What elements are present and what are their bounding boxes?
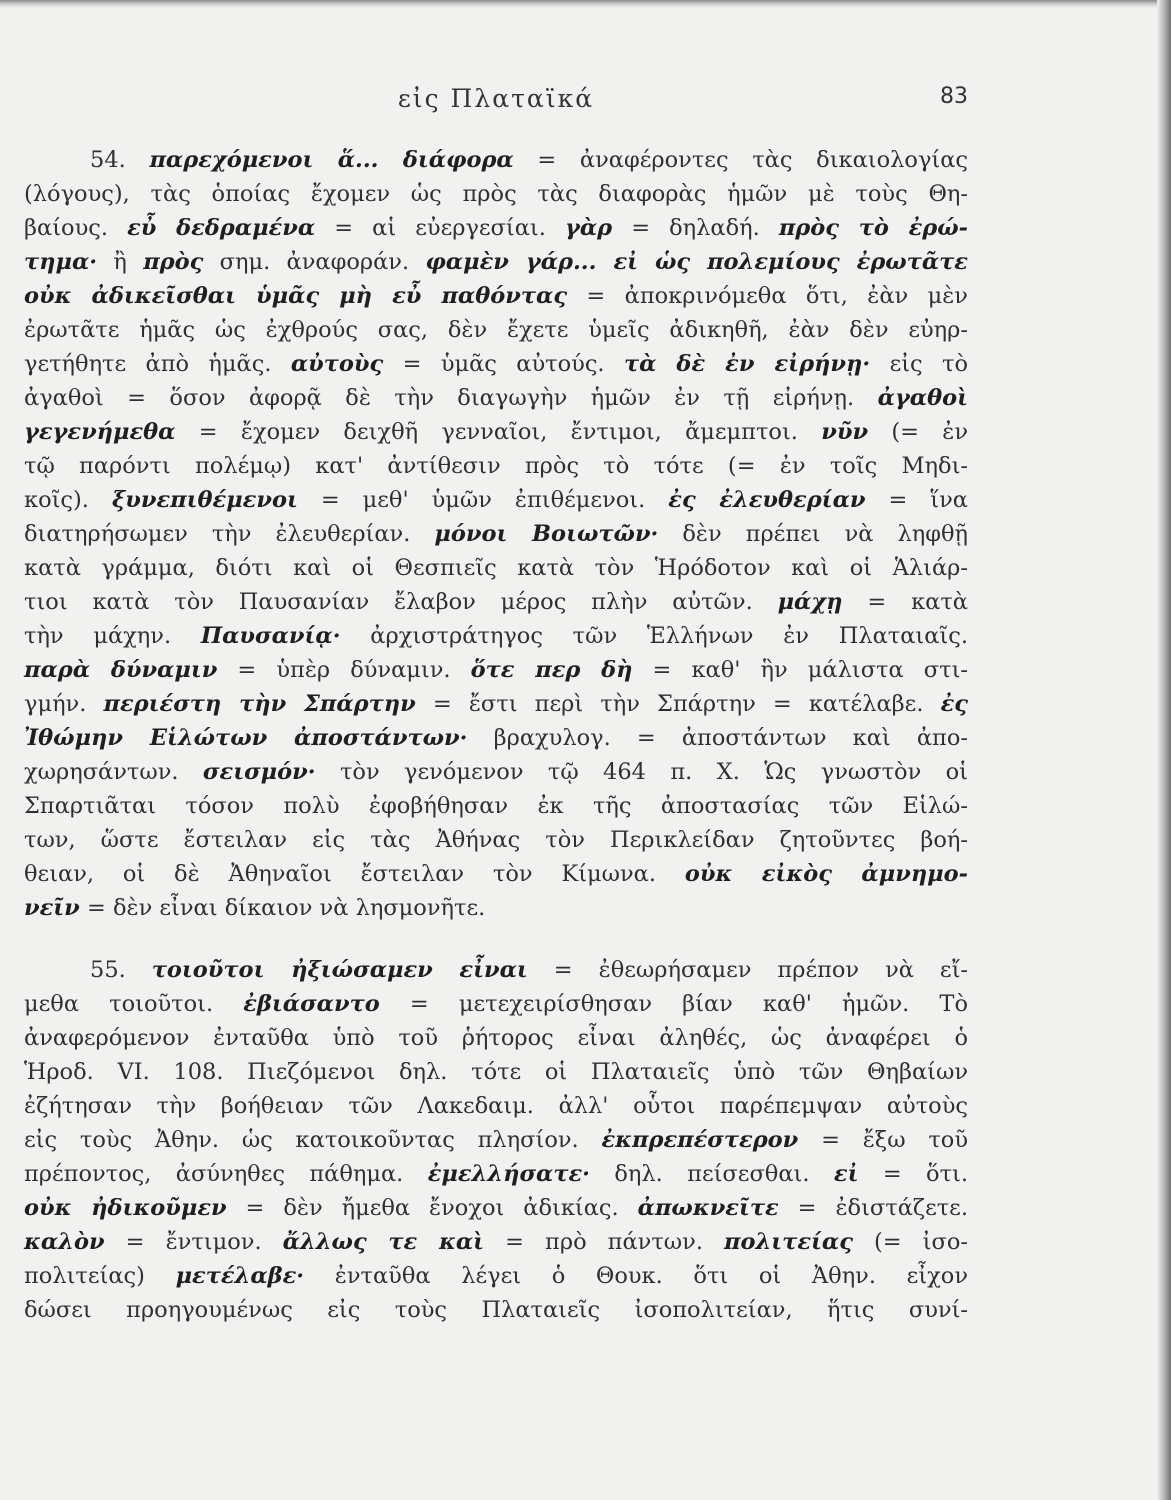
text-line [24, 619, 968, 653]
gloss-text: (= ἰσο- [852, 1229, 969, 1255]
gloss-text: = ἀναφέροντες τὰς δικαιολογίας [513, 147, 969, 173]
text-line [24, 687, 968, 721]
text-line [24, 415, 968, 449]
text-line [24, 551, 968, 585]
text-line [24, 1157, 968, 1191]
lemma: αὐτοὺς [290, 351, 384, 377]
lemma: ἄλλως τε καὶ [282, 1229, 485, 1255]
lemma: ἐς ἐλευθερίαν [668, 487, 866, 513]
text-line [24, 823, 968, 857]
gloss-text: γμήν. [24, 691, 104, 717]
text-line [24, 721, 968, 755]
gloss-text: δώσει προηγουμένως εἰς τοὺς Πλαταιεῖς ἰσοπολιτείαν, ἥτις συνί- [24, 1297, 968, 1323]
lemma: σεισμόν· [202, 759, 316, 785]
text-line [24, 1055, 968, 1089]
gloss-text: ἀρχιστράτηγος τῶν Ἑλλήνων ἐν Πλαταιαῖς. [340, 623, 969, 649]
lemma: ἐκπρεπέστερον [601, 1127, 799, 1153]
page-number: 83 [940, 84, 968, 109]
gloss-text: ἐρωτᾶτε ἡμᾶς ὡς ἐχθρούς σας, δὲν ἔχετε ὑμεῖς ἀδικηθῆ, ἐὰν δὲν εὐηρ- [24, 317, 968, 343]
text-line [24, 1191, 968, 1225]
gloss-text: κατὰ γράμμα, διότι καὶ οἱ Θεσπιεῖς κατὰ τὸν Ἡρόδοτον καὶ οἱ Ἁλιάρ- [24, 555, 968, 581]
gloss-text: βραχυλογ. = ἀποστάντων καὶ ἀπο- [467, 725, 968, 751]
lemma: φαμὲν γάρ... εἰ ὡς πολεμίους ἐρωτᾶτε [425, 249, 968, 275]
text-line [24, 313, 968, 347]
text-line [24, 279, 968, 313]
lemma: νεῖν [24, 895, 80, 921]
lemma: γεγενήμεθα [24, 419, 176, 445]
lemma: περιέστη τὴν Σπάρτην [103, 691, 416, 717]
text-line [24, 1123, 968, 1157]
gloss-text: τὴν μάχην. [24, 623, 201, 649]
lemma: οὐκ ἠδικοῦμεν [24, 1195, 227, 1221]
lemma: τοιοῦτοι ἠξιώσαμεν εἶναι [151, 957, 528, 983]
gloss-text: μεθα τοιοῦτοι. [24, 991, 244, 1017]
gloss-text: = πρὸ πάντων. [484, 1229, 725, 1255]
text-line [24, 211, 968, 245]
gloss-text: = ὅτι. [858, 1161, 969, 1187]
lemma: γὰρ [564, 215, 613, 241]
gloss-text: ἐζήτησαν τὴν βοήθειαν τῶν Λακεδαιμ. ἀλλ' οὗτοι παρέπεμψαν αὐτοὺς [24, 1093, 968, 1119]
gloss-text: τῷ παρόντι πολέμῳ) κατ' ἀντίθεσιν πρὸς τὸ τότε (= ἐν τοῖς Μηδι- [24, 453, 968, 479]
text-line [24, 857, 968, 891]
gloss-text: = ἀποκρινόμεθα ὅτι, ἐὰν μὲν [567, 283, 968, 309]
lemma: οὐκ ἀδικεῖσθαι ὑμᾶς μὴ εὖ παθόντας [24, 283, 568, 309]
gloss-text: ἀναφερόμενον ἐνταῦθα ὑπὸ τοῦ ῥήτορος εἶναι ἀληθές, ὡς ἀναφέρει ὁ [24, 1025, 968, 1051]
gloss-text: θειαν, οἱ δὲ Ἀθηναῖοι ἔστειλαν τὸν Κίμωνα. [24, 861, 685, 887]
gloss-text: ἀγαθοὶ = ὅσον ἀφορᾷ δὲ τὴν διαγωγὴν ἡμῶν ἐν τῇ εἰρήνῃ. [24, 385, 878, 411]
gloss-text: πολιτείας) [24, 1263, 176, 1289]
gloss-text: = ἐδιστάζετε. [778, 1195, 968, 1221]
lemma: Ἰθώμην Εἱλώτων ἀποστάντων· [24, 725, 468, 751]
gloss-text: κοῖς). [24, 487, 112, 513]
gloss-text: δηλ. πείσεσθαι. [590, 1161, 834, 1187]
lemma: εὖ δεδραμένα [127, 215, 316, 241]
text-line [24, 755, 968, 789]
text-line [24, 347, 968, 381]
gloss-text: = μετεχειρίσθησαν βίαν καθ' ἡμῶν. Τὸ [379, 991, 968, 1017]
gloss-text: = δὲν ἤμεθα ἔνοχοι ἀδικίας. [226, 1195, 638, 1221]
gloss-text: = καθ' ἣν μάλιστα στι- [632, 657, 969, 683]
lemma: οὐκ εἰκὸς ἀμνημο- [684, 861, 968, 887]
gloss-text: (= ἐν [868, 419, 968, 445]
lemma: ἀπωκνεῖτε [637, 1195, 779, 1221]
text-line [24, 1293, 968, 1327]
gloss-text: εἰς τὸ [870, 351, 969, 377]
gloss-text: = ἔχομεν δειχθῆ γενναῖοι, ἔντιμοι, ἄμεμπτοι. [175, 419, 822, 445]
gloss-text: Ἡροδ. VI. 108. Πιεζόμενοι δηλ. τότε οἱ Πλαταιεῖς ὑπὸ τῶν Θηβαίων [24, 1059, 968, 1085]
text-line [24, 449, 968, 483]
lemma: πολιτείας [724, 1229, 853, 1255]
gloss-text: = δηλαδή. [612, 215, 779, 241]
lemma: τὰ δὲ ἐν εἰρήνῃ· [623, 351, 871, 377]
text-line [24, 891, 968, 925]
text-line [24, 953, 968, 987]
text-line [24, 653, 968, 687]
gloss-text: (λόγους), τὰς ὁποίας ἔχομεν ὡς πρὸς τὰς διαφορὰς ἡμῶν μὲ τοὺς Θη- [24, 181, 968, 207]
gloss-text: = ὑμᾶς αὐτούς. [383, 351, 624, 377]
running-title: εἰς Πλαταϊκά [397, 84, 595, 113]
page-header [24, 84, 968, 116]
gloss-text: σημ. ἀναφοράν. [203, 249, 426, 275]
gloss-text: εἰς τοὺς Ἀθην. ὡς κατοικοῦντας πλησίον. [24, 1127, 602, 1153]
gloss-text: ἢ [97, 249, 144, 275]
lemma: Παυσανίᾳ· [200, 623, 341, 649]
gloss-text: = δὲν εἶναι δίκαιον νὰ λησμονῆτε. [79, 895, 486, 921]
text-line [24, 381, 968, 415]
page-top-edge [0, 0, 1171, 8]
gloss-text: των, ὥστε ἔστειλαν εἰς τὰς Ἀθήνας τὸν Περικλείδαν ζητοῦντες βοή- [24, 827, 968, 853]
gloss-text: τὸν γενόμενον τῷ 464 π. Χ. Ὡς γνωστὸν οἱ [315, 759, 968, 785]
text-line [24, 1021, 968, 1055]
text-line [24, 1259, 968, 1293]
gloss-text: = αἱ εὐεργεσίαι. [315, 215, 565, 241]
gloss-text: Σπαρτιᾶται τόσον πολὺ ἐφοβήθησαν ἐκ τῆς ἀποστασίας τῶν Εἱλώ- [24, 793, 968, 819]
gloss-text: = ἔξω τοῦ [798, 1127, 968, 1153]
lemma: παρὰ δύναμιν [24, 657, 218, 683]
lemma: μόνοι Βοιωτῶν· [434, 521, 659, 547]
gloss-text: χωρησάντων. [24, 759, 203, 785]
text-line [24, 483, 968, 517]
gloss-text: πρέποντος, ἀσύνηθες πάθημα. [24, 1161, 428, 1187]
gloss-text: = μεθ' ὑμῶν ἐπιθέμενοι. [297, 487, 669, 513]
lemma: μετέλαβε· [175, 1263, 305, 1289]
lemma: μάχῃ [777, 589, 843, 615]
gloss-text: γετήθητε ἀπὸ ἡμᾶς. [24, 351, 291, 377]
lemma: εἰ [833, 1161, 859, 1187]
lemma: ὅτε περ δὴ [470, 657, 633, 683]
lemma: παρεχόμενοι ἅ... διάφορα [149, 147, 514, 173]
lemma: ξυνεπιθέμενοι [111, 487, 298, 513]
lemma: τημα· [24, 249, 98, 275]
text-line [24, 143, 968, 177]
gloss-text: = κατὰ [842, 589, 968, 615]
gloss-text: 55. [90, 957, 152, 983]
gloss-text: = ἐθεωρήσαμεν πρέπον νὰ εἴ- [527, 957, 969, 983]
gloss-text: 54. [90, 147, 150, 173]
text-line [24, 987, 968, 1021]
lemma: καλὸν [24, 1229, 105, 1255]
gloss-text: = ἵνα [865, 487, 968, 513]
text-line [24, 1089, 968, 1123]
lemma: ἐμελλήσατε· [427, 1161, 590, 1187]
gloss-text: διατηρήσωμεν τὴν ἐλευθερίαν. [24, 521, 435, 547]
lemma: νῦν [821, 419, 869, 445]
gloss-text: = ἔντιμον. [104, 1229, 283, 1255]
gloss-text: = ὑπὲρ δύναμιν. [217, 657, 471, 683]
lemma: ἀγαθοὶ [877, 385, 968, 411]
lemma: πρὸς τὸ ἐρώ- [778, 215, 969, 241]
gloss-text: ἐνταῦθα λέγει ὁ Θουκ. ὅτι οἱ Ἀθην. εἶχον [304, 1263, 968, 1289]
text-line [24, 1225, 968, 1259]
text-line [24, 177, 968, 211]
page-right-edge [1157, 0, 1171, 1500]
lemma: ἐς [940, 691, 968, 717]
text-line [24, 245, 968, 279]
lemma: πρὸς [143, 249, 204, 275]
text-line [24, 517, 968, 551]
text-line [24, 789, 968, 823]
gloss-text: = ἔστι περὶ τὴν Σπάρτην = κατέλαβε. [415, 691, 941, 717]
text-line [24, 585, 968, 619]
lemma: ἐβιάσαντο [243, 991, 380, 1017]
gloss-text: δὲν πρέπει νὰ ληφθῇ [658, 521, 968, 547]
gloss-text: βαίους. [24, 215, 128, 241]
gloss-text: τιοι κατὰ τὸν Παυσανίαν ἔλαβον μέρος πλὴν αὐτῶν. [24, 589, 778, 615]
